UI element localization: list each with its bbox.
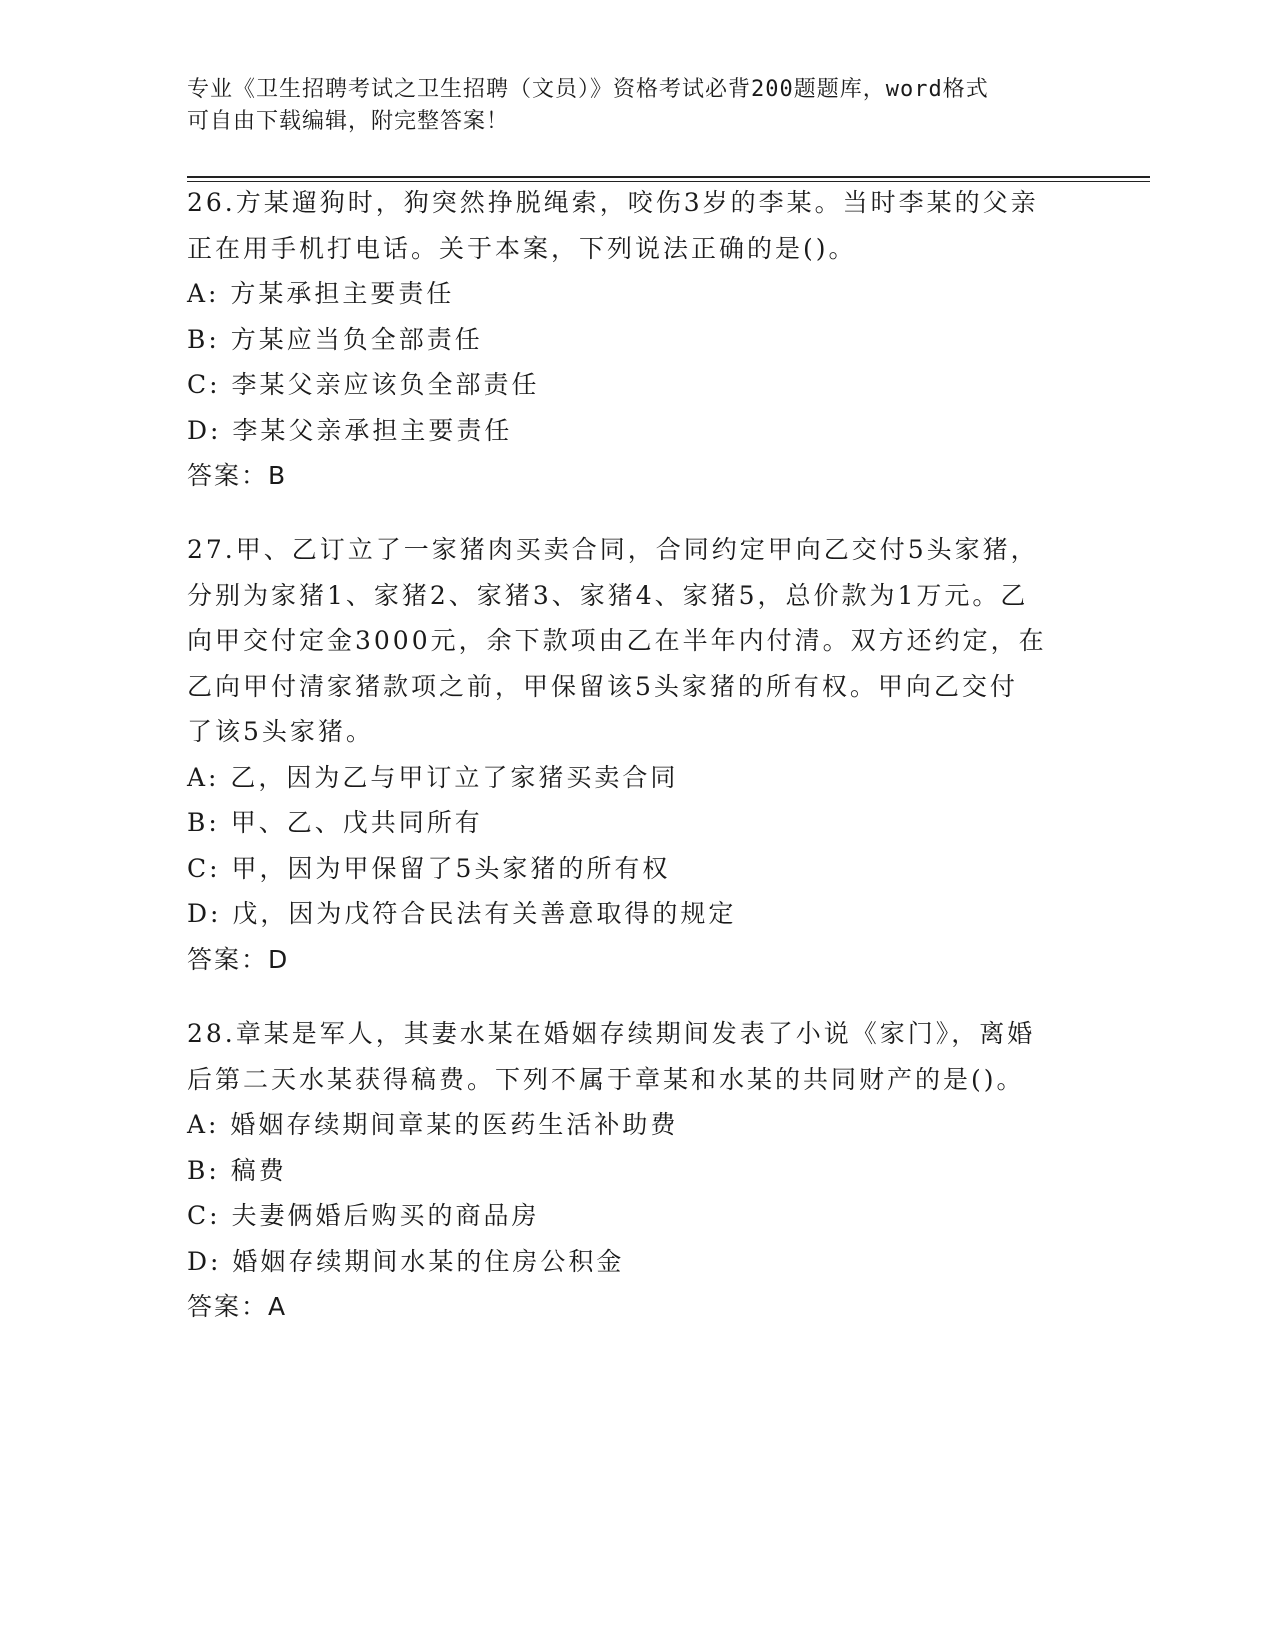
- document-header: [187, 74, 1067, 138]
- answer-label: 答案：D: [187, 944, 290, 974]
- option-c: C: 李某父亲应该负全部责任: [187, 370, 540, 399]
- option-d: D: 戊，因为戊符合民法有关善意取得的规定: [187, 899, 737, 928]
- question-stem-line: 26.方某遛狗时，狗突然挣脱绳索，咬伤3岁的李某。当时李某的父亲: [187, 188, 1039, 217]
- question-stem-line: 正在用手机打电话。关于本案，下列说法正确的是()。: [187, 233, 857, 263]
- option-b: B: 方某应当负全部责任: [187, 324, 483, 354]
- question-28: [187, 1011, 1087, 1330]
- answer-label: 答案：A: [187, 1292, 288, 1321]
- option-a: A: 婚姻存续期间章某的医药生活补助费: [187, 1110, 679, 1139]
- answer-label: 答案：B: [187, 461, 288, 490]
- question-stem-line: 后第二天水某获得稿费。下列不属于章某和水某的共同财产的是()。: [187, 1064, 1025, 1094]
- question-stem-line: 27.甲、乙订立了一家猪肉买卖合同，合同约定甲向乙交付5头家猪，: [187, 535, 1039, 564]
- option-a: A: 方某承担主要责任: [187, 279, 455, 308]
- option-d: D: 李某父亲承担主要责任: [187, 415, 513, 445]
- question-stem-line: 乙向甲付清家猪款项之前，甲保留该5头家猪的所有权。甲向乙交付: [187, 671, 1018, 701]
- option-b: B: 稿费: [187, 1155, 287, 1185]
- header-divider-thick: [187, 176, 1150, 178]
- option-b: B: 甲、乙、戊共同所有: [187, 808, 483, 837]
- option-c: C: 甲，因为甲保留了5头家猪的所有权: [187, 853, 671, 883]
- option-d: D: 婚姻存续期间水某的住房公积金: [187, 1246, 625, 1276]
- option-c: C: 夫妻俩婚后购买的商品房: [187, 1201, 540, 1230]
- question-stem-line: 了该5头家猪。: [187, 717, 374, 746]
- question-26: [187, 180, 1087, 499]
- question-stem-line: 向甲交付定金3000元，余下款项由乙在半年内付清。双方还约定，在: [187, 626, 1047, 655]
- option-a: A: 乙，因为乙与甲订立了家猪买卖合同: [187, 762, 679, 792]
- question-stem-line: 28.章某是军人，其妻水某在婚姻存续期间发表了小说《家门》，离婚: [187, 1019, 1036, 1048]
- question-stem-line: 分别为家猪1、家猪2、家猪3、家猪4、家猪5，总价款为1万元。乙: [187, 580, 1029, 610]
- question-27: [187, 527, 1087, 982]
- header-line-2: 可自由下载编辑，附完整答案！: [187, 109, 510, 134]
- header-line-1: 专业《卫生招聘考试之卫生招聘（文员）》资格考试必背200题题库，word格式: [187, 77, 989, 102]
